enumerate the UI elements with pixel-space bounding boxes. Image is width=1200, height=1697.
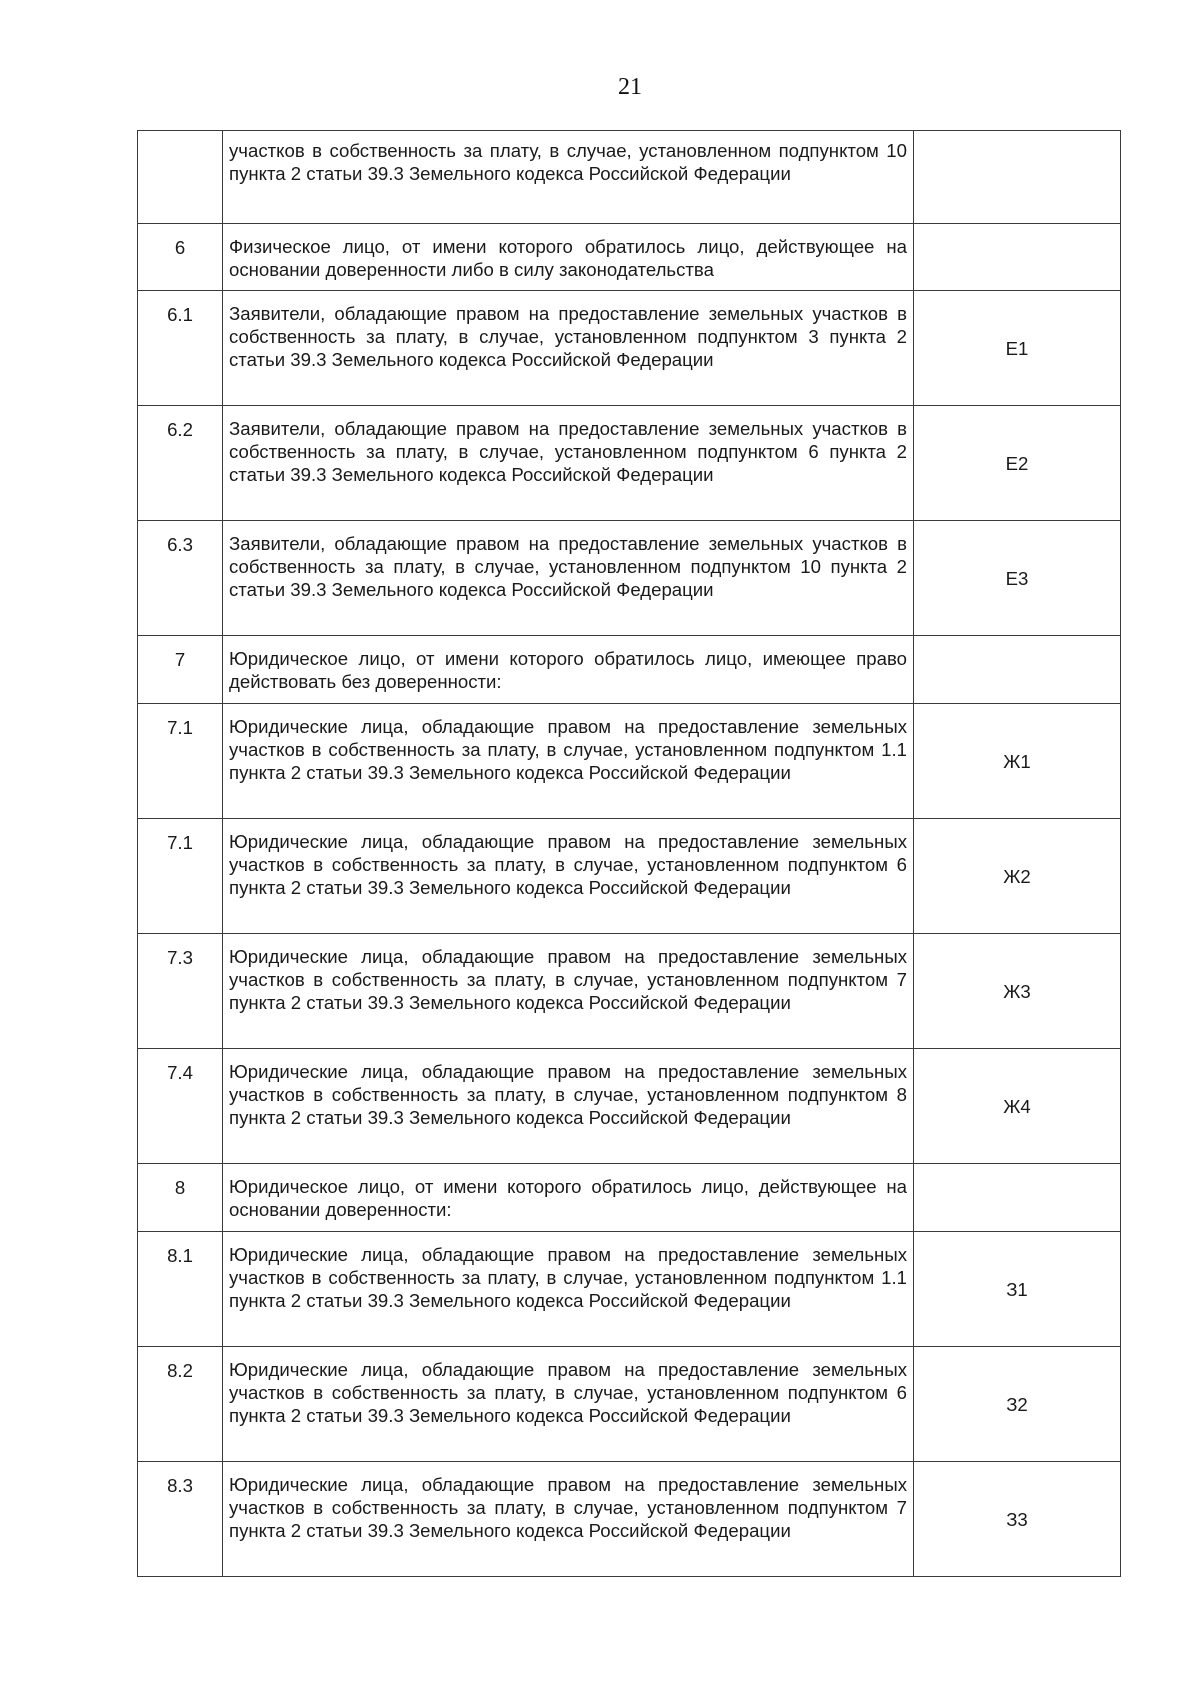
row-code: Е2 <box>914 406 1121 521</box>
row-number: 7.3 <box>138 934 223 1049</box>
row-code: Е1 <box>914 291 1121 406</box>
row-description: Юридические лица, обладающие правом на предоставление земельных участков в собственность за плату, в случае, установленном подпунктом 1.1 пункта 2 статьи 39.3 Земельного кодекса Российской Федерации <box>223 704 914 819</box>
row-number: 8.3 <box>138 1462 223 1577</box>
table-row <box>138 406 1121 521</box>
table-row <box>138 1462 1121 1577</box>
row-description: Юридические лица, обладающие правом на предоставление земельных участков в собственность за плату, в случае, установленном подпунктом 8 пункта 2 статьи 39.3 Земельного кодекса Российской Федерации <box>223 1049 914 1164</box>
row-description: Юридические лица, обладающие правом на предоставление земельных участков в собственность за плату, в случае, установленном подпунктом 7 пункта 2 статьи 39.3 Земельного кодекса Российской Федерации <box>223 934 914 1049</box>
row-number: 6 <box>138 224 223 291</box>
table-row <box>138 131 1121 224</box>
row-code <box>914 636 1121 704</box>
row-code: Ж2 <box>914 819 1121 934</box>
row-description: Юридические лица, обладающие правом на предоставление земельных участков в собственность за плату, в случае, установленном подпунктом 7 пункта 2 статьи 39.3 Земельного кодекса Российской Федерации <box>223 1462 914 1577</box>
row-number: 7.4 <box>138 1049 223 1164</box>
row-code <box>914 1164 1121 1232</box>
row-description: Юридическое лицо, от имени которого обратилось лицо, действующее на основании доверенности: <box>223 1164 914 1232</box>
row-description: Физическое лицо, от имени которого обратилось лицо, действующее на основании доверенности либо в силу законодательства <box>223 224 914 291</box>
table-row <box>138 224 1121 291</box>
table-row <box>138 1164 1121 1232</box>
row-code: Ж1 <box>914 704 1121 819</box>
row-number: 8.1 <box>138 1232 223 1347</box>
row-code <box>914 131 1121 224</box>
row-number: 7.1 <box>138 704 223 819</box>
row-number: 7.1 <box>138 819 223 934</box>
row-code: Е3 <box>914 521 1121 636</box>
row-code: Ж3 <box>914 934 1121 1049</box>
row-description: Юридические лица, обладающие правом на предоставление земельных участков в собственность за плату, в случае, установленном подпунктом 6 пункта 2 статьи 39.3 Земельного кодекса Российской Федерации <box>223 819 914 934</box>
row-number <box>138 131 223 224</box>
table-row <box>138 1232 1121 1347</box>
row-description: Юридические лица, обладающие правом на предоставление земельных участков в собственность за плату, в случае, установленном подпунктом 6 пункта 2 статьи 39.3 Земельного кодекса Российской Федерации <box>223 1347 914 1462</box>
row-code: Ж4 <box>914 1049 1121 1164</box>
row-description: Юридическое лицо, от имени которого обратилось лицо, имеющее право действовать без доверенности: <box>223 636 914 704</box>
row-number: 8.2 <box>138 1347 223 1462</box>
row-description: Заявители, обладающие правом на предоставление земельных участков в собственность за плату, в случае, установленном подпунктом 3 пункта 2 статьи 39.3 Земельного кодекса Российской Федерации <box>223 291 914 406</box>
row-number: 6.1 <box>138 291 223 406</box>
row-number: 6.2 <box>138 406 223 521</box>
table-row <box>138 1049 1121 1164</box>
row-code <box>914 224 1121 291</box>
row-code: З2 <box>914 1347 1121 1462</box>
table-row <box>138 704 1121 819</box>
row-number: 7 <box>138 636 223 704</box>
row-description: Юридические лица, обладающие правом на предоставление земельных участков в собственность за плату, в случае, установленном подпунктом 1.1 пункта 2 статьи 39.3 Земельного кодекса Российской Федерации <box>223 1232 914 1347</box>
table-row <box>138 934 1121 1049</box>
row-code: З1 <box>914 1232 1121 1347</box>
table-row <box>138 521 1121 636</box>
row-code: З3 <box>914 1462 1121 1577</box>
table-row <box>138 291 1121 406</box>
page-number: 21 <box>618 74 642 100</box>
table-row <box>138 819 1121 934</box>
row-description: Заявители, обладающие правом на предоставление земельных участков в собственность за плату, в случае, установленном подпунктом 10 пункта 2 статьи 39.3 Земельного кодекса Российской Федерации <box>223 521 914 636</box>
row-description: участков в собственность за плату, в случае, установленном подпунктом 10 пункта 2 статьи 39.3 Земельного кодекса Российской Федерации <box>223 131 914 224</box>
row-description: Заявители, обладающие правом на предоставление земельных участков в собственность за плату, в случае, установленном подпунктом 6 пункта 2 статьи 39.3 Земельного кодекса Российской Федерации <box>223 406 914 521</box>
table-row <box>138 636 1121 704</box>
applicant-categories-table <box>137 130 1121 1577</box>
row-number: 6.3 <box>138 521 223 636</box>
row-number: 8 <box>138 1164 223 1232</box>
table-row <box>138 1347 1121 1462</box>
